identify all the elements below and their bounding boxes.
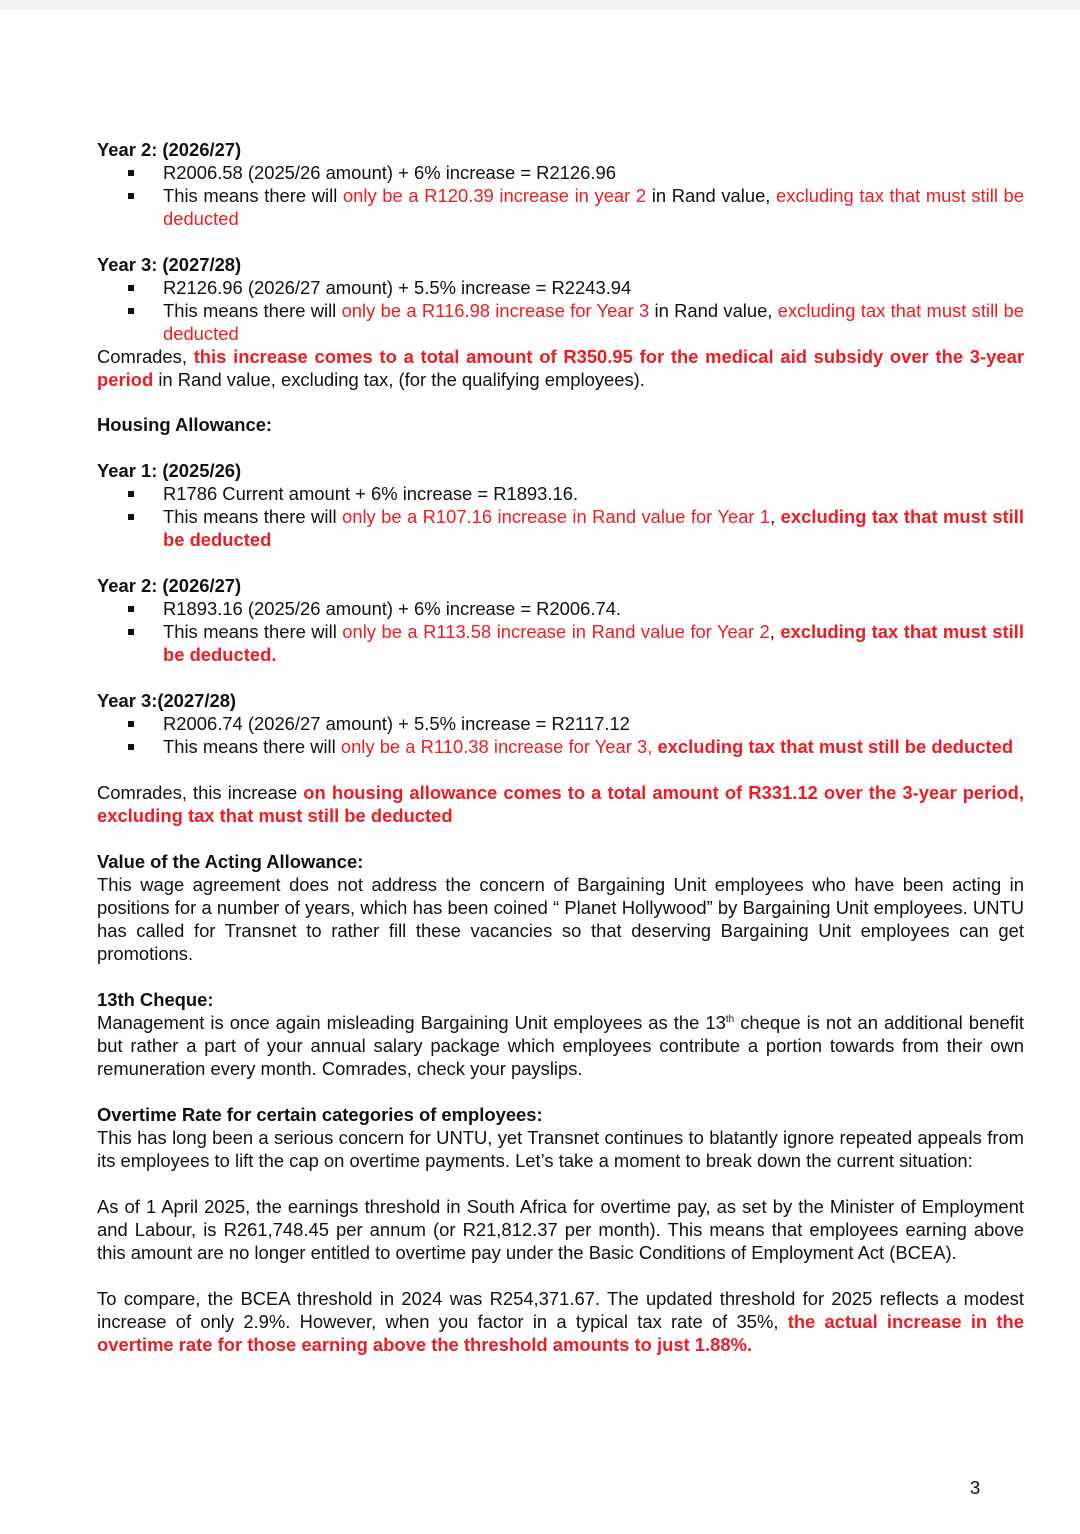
- calc-text: R2126.96 (2026/27 amount) + 5.5% increase = R2243.94: [163, 277, 632, 298]
- highlight-text: excluding tax that must still be deducted: [657, 736, 1014, 757]
- superscript: th: [725, 1014, 735, 1025]
- list-item: [163, 712, 1024, 735]
- text: in Rand value,: [646, 185, 777, 206]
- highlight-text: only be a R120.39 increase in year 2: [342, 185, 647, 206]
- cheque-body: [97, 1011, 1024, 1080]
- housing-year3-heading: Year 3:(2027/28): [97, 690, 237, 711]
- highlight-text: only be a R110.38 increase for Year 3,: [340, 736, 658, 757]
- medical-summary: [97, 345, 1024, 391]
- viewer-top-bar: [0, 0, 1080, 9]
- calc-text: R1893.16 (2025/26 amount) + 6% increase = R2006.74.: [163, 598, 622, 619]
- housing-year1-heading: Year 1: (2025/26): [97, 460, 242, 481]
- text: in Rand value, excluding tax, (for the qualifying employees).: [153, 369, 645, 390]
- text: This means there will: [163, 506, 342, 527]
- highlight-text: excluding tax that must still be deducted.: [163, 621, 1024, 665]
- document-page: [97, 138, 1024, 1356]
- highlight-text: this increase comes to a total amount of R350.95 for the medical aid subsidy over the 3-year period: [97, 346, 1024, 390]
- housing-heading: Housing Allowance:: [97, 414, 273, 435]
- text: in Rand value,: [649, 300, 778, 321]
- medical-year2-heading: Year 2: (2026/27): [97, 139, 242, 160]
- overtime-body-1: This has long been a serious concern for UNTU, yet Transnet continues to blatantly ignore repeated appeals from its employees to lift the cap on overtime payments. Let’s take a moment to break down the current situation:: [97, 1127, 1024, 1171]
- text: cheque is not an additional benefit but rather a part of your annual salary package which employees contribute a portion towards from their own remuneration every month. Comrades, check your payslips.: [97, 1012, 1024, 1079]
- highlight-text: the actual increase in the overtime rate for those earning above the threshold amounts to just 1.88%.: [97, 1311, 1024, 1355]
- overtime-heading: Overtime Rate for certain categories of employees:: [97, 1104, 543, 1125]
- text: This means there will: [163, 185, 343, 206]
- list-item: [163, 505, 1024, 551]
- text: This means there will: [163, 300, 342, 321]
- calc-text: R2006.74 (2026/27 amount) + 5.5% increase = R2117.12: [163, 713, 630, 734]
- calc-text: R1786 Current amount + 6% increase = R1893.16.: [163, 483, 579, 504]
- highlight-text: on housing allowance comes to a total amount of R331.12 over the 3-year period, excluding tax that must still be deducted: [97, 782, 1025, 826]
- highlight-text: only be a R107.16 increase in Rand value for Year 1: [341, 506, 771, 527]
- overtime-body-3: [97, 1287, 1024, 1356]
- housing-summary: [97, 781, 1024, 827]
- housing-year2-heading: Year 2: (2026/27): [97, 575, 242, 596]
- text: This means there will: [163, 736, 341, 757]
- text: This means there will: [163, 621, 343, 642]
- list-item: [163, 184, 1024, 230]
- medical-year3-list: [97, 276, 1024, 345]
- list-item: [163, 735, 1024, 758]
- highlight-text: excluding tax that must still be deducted: [163, 506, 1024, 550]
- text: ,: [770, 506, 781, 527]
- highlight-text: excluding tax that must still be deducted: [163, 300, 1024, 344]
- medical-year3-heading: Year 3: (2027/28): [97, 254, 242, 275]
- list-item: [163, 597, 1024, 620]
- text: Management is once again misleading Bargaining Unit employees as the 13: [97, 1012, 726, 1033]
- highlight-text: only be a R116.98 increase for Year 3: [341, 300, 650, 321]
- list-item: [163, 161, 1024, 184]
- acting-heading: Value of the Acting Allowance:: [97, 851, 364, 872]
- cheque-heading: 13th Cheque:: [97, 989, 214, 1010]
- text: Comrades, this increase: [97, 782, 304, 803]
- housing-year1-list: [97, 482, 1024, 551]
- medical-year2-list: [97, 161, 1024, 230]
- list-item: [163, 299, 1024, 345]
- list-item: [163, 620, 1024, 666]
- page-number: 3: [970, 1477, 981, 1498]
- overtime-body-2: As of 1 April 2025, the earnings threshold in South Africa for overtime pay, as set by the Minister of Employment and Labour, is R261,748.45 per annum (or R21,812.37 per month). This means that employees earning above this amount are no longer entitled to overtime pay under the Basic Conditions of Employment Act (BCEA).: [97, 1196, 1024, 1263]
- list-item: [163, 276, 1024, 299]
- highlight-text: excluding tax that must still be deducted: [163, 185, 1024, 229]
- text: ,: [769, 621, 781, 642]
- housing-year3-list: [97, 712, 1024, 758]
- text: Comrades,: [97, 346, 194, 367]
- list-item: [163, 482, 1024, 505]
- text: To compare, the BCEA threshold in 2024 was R254,371.67. The updated threshold for 2025 reflects a modest increase of only 2.9%. However, when you factor in a typical tax rate of 35%,: [97, 1288, 1024, 1332]
- calc-text: R2006.58 (2025/26 amount) + 6% increase = R2126.96: [163, 162, 616, 183]
- housing-year2-list: [97, 597, 1024, 666]
- acting-body: This wage agreement does not address the concern of Bargaining Unit employees who have been acting in positions for a number of years, which has been coined “ Planet Hollywood” by Bargaining Unit employees. UNTU has called for Transnet to rather fill these vacancies so that deserving Bargaining Unit employees can get promotions.: [97, 874, 1024, 964]
- highlight-text: only be a R113.58 increase in Rand value for Year 2: [342, 621, 770, 642]
